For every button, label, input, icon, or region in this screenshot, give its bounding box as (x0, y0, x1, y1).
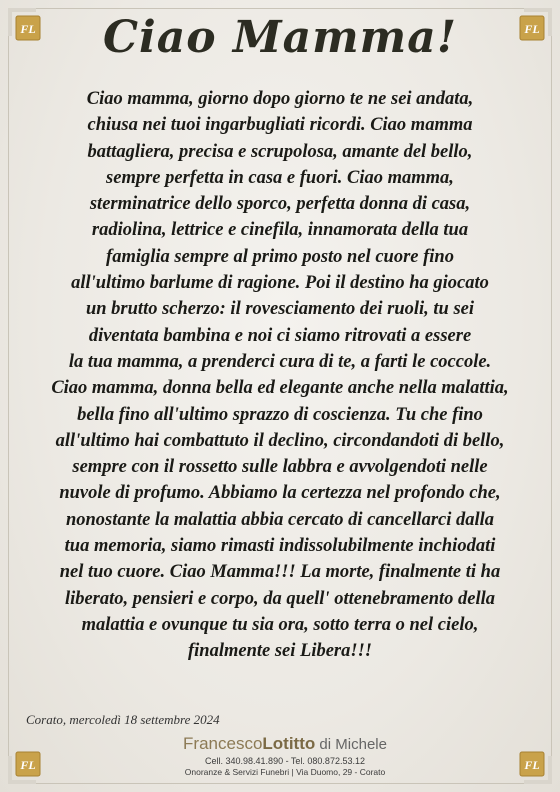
message-line: tua memoria, siamo rimasti indissolubilmente inchiodati (64, 536, 496, 557)
message-line: chiusa nei tuoi ingarbugliati ricordi. Ciao mamma (87, 115, 473, 136)
message-line: un brutto scherzo: il rovesciamento dei ruoli, tu sei (85, 299, 475, 320)
svg-text:FL: FL (20, 758, 36, 772)
funeral-home-footer (150, 734, 420, 778)
svg-text:FL: FL (20, 22, 36, 36)
brand-first: Francesco (183, 734, 263, 753)
message-line: famiglia sempre al primo posto nel cuore fino (106, 246, 454, 267)
message-line: all'ultimo barlume di ragione. Poi il destino ha giocato (71, 273, 489, 294)
svg-text:FL: FL (524, 758, 540, 772)
brand-suffix: di Michele (315, 736, 387, 753)
address-line: Onoranze & Servizi Funebri | Via Duomo, 29 - Corato (184, 767, 386, 777)
message-line: radiolina, lettrice e cinefila, innamorata della tua (91, 220, 469, 241)
phone-numbers: Cell. 340.98.41.890 - Tel. 080.872.53.12 (205, 756, 365, 766)
message-line: bella fino all'ultimo sprazzo di coscienza. Tu che fino (77, 404, 483, 425)
corner-logo-icon (6, 740, 52, 786)
brand-last: Lotitto (262, 734, 316, 753)
message-line: nonostante la malattia abbia cercato di cancellarci dalla (65, 509, 495, 530)
message-line: malattia e ovunque tu sia ora, sotto terra o nel cielo, (81, 614, 479, 635)
brand-logo (150, 734, 420, 755)
message-line: finalmente sei Libera!!! (188, 641, 372, 662)
corner-logo-icon (508, 740, 554, 786)
message-line: nel tuo cuore. Ciao Mamma!!! La morte, finalmente ti ha (59, 562, 501, 583)
message-line: liberato, pensieri e corpo, da quell' ottenebramento della (64, 588, 496, 609)
message-line: diventata bambina e noi ci siamo ritrovati a essere (88, 325, 472, 346)
message-line: nuvole di profumo. Abbiamo la certezza nel profondo che, (59, 483, 501, 504)
message-line: sterminatrice dello sporco, perfetta donna di casa, (89, 194, 471, 215)
message-line: sempre perfetta in casa e fuori. Ciao mamma, (106, 167, 454, 188)
svg-text:FL: FL (524, 22, 540, 36)
message-line: sempre con il rossetto sulle labbra e avvolgendoti nelle (72, 457, 488, 478)
notice-title: Ciao Mamma! (102, 12, 458, 63)
message-line: la tua mamma, a prenderci cura di te, a farti le coccole. (68, 351, 492, 372)
date-line: Corato, mercoledì 18 settembre 2024 (26, 712, 220, 727)
message-line: Ciao mamma, donna bella ed elegante anche nella malattia, (51, 378, 509, 399)
message-line: battagliera, precisa e scrupolosa, amante del bello, (87, 141, 473, 162)
message-line: all'ultimo hai combattuto il declino, circondandoti di bello, (55, 430, 505, 451)
notice-message (26, 86, 534, 665)
message-line: Ciao mamma, giorno dopo giorno te ne sei andata, (86, 89, 474, 109)
